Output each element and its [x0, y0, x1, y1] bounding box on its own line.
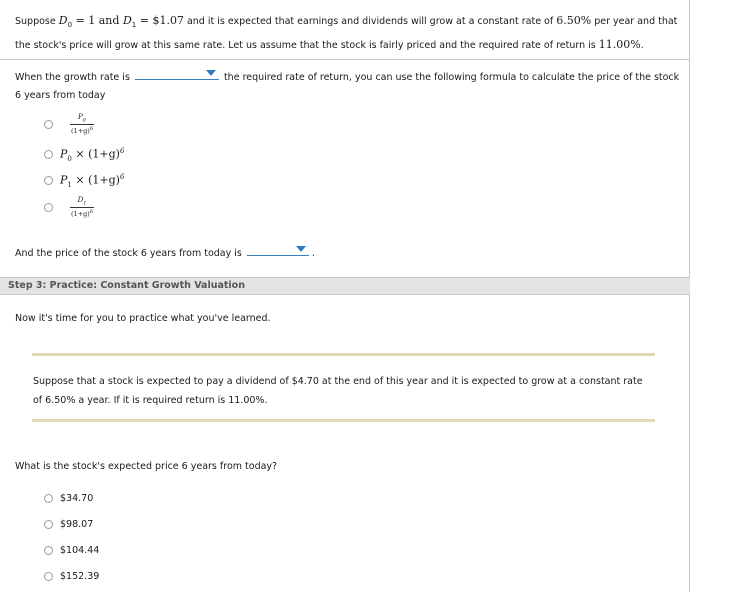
answer-label: $98.07 [60, 519, 94, 530]
d1-subscript: 1 [131, 20, 137, 29]
formula-option-1[interactable] [44, 113, 94, 136]
practice-intro: Now it's time for you to practice what you've learned. [15, 313, 271, 324]
intro-paragraph [15, 11, 690, 55]
q1-after: the required rate of return, you can use the following formula to calculate the price of the stock 6 years from today [15, 72, 680, 101]
answer-option[interactable] [44, 545, 99, 556]
formula-p0-fraction: $\frac{P_0}{(1+g)^6}$ [71, 113, 94, 136]
radio-button[interactable] [44, 494, 53, 503]
radio-button[interactable] [44, 176, 53, 185]
radio-button[interactable] [44, 572, 53, 581]
intro-text: Suppose [15, 16, 59, 27]
radio-button[interactable] [44, 150, 53, 159]
step-header: Step 3: Practice: Constant Growth Valuation [0, 277, 690, 295]
answer-option[interactable] [44, 493, 93, 504]
answer-label: $34.70 [60, 493, 94, 504]
price-dropdown[interactable] [247, 243, 309, 256]
answer-label: $152.39 [60, 571, 100, 582]
q2-text: And the price of the stock 6 years from today is [15, 248, 242, 259]
problem-statement: Suppose that a stock is expected to pay a dividend of $4.70 at the end of this year and it is expected to grow at a constant rate of 6.50% a year. If it is required return is 11.00%. [33, 376, 643, 406]
formula-d1-fraction: $\frac{D_1}{(1+g)^6}$ [71, 196, 94, 219]
answer-label: $104.44 [60, 545, 100, 556]
growth-rate: 6.50% [556, 14, 592, 27]
formula-p1-times-growth: $P_1 \times (1+g)^6$ [60, 173, 125, 189]
growth-question [15, 67, 680, 105]
chevron-down-icon [296, 246, 306, 252]
radio-button[interactable] [44, 546, 53, 555]
problem-top-rule [32, 353, 655, 356]
q2-period: . [311, 248, 315, 259]
radio-button[interactable] [44, 120, 53, 129]
answer-option[interactable] [44, 519, 93, 530]
d0-subscript: 0 [67, 20, 73, 29]
growth-comparison-dropdown[interactable] [135, 67, 219, 80]
radio-button[interactable] [44, 203, 53, 212]
intro-text-2: and it is expected that earnings and dividends will grow at a constant rate of [183, 16, 557, 27]
answer-option[interactable] [44, 571, 99, 582]
formula-p0-times-growth: $P_0 \times (1+g)^6$ [60, 147, 125, 163]
radio-button[interactable] [44, 520, 53, 529]
problem-bottom-rule [32, 419, 655, 422]
divider [0, 59, 690, 60]
formula-option-3[interactable] [44, 173, 124, 189]
q1-before: When the growth rate is [15, 72, 130, 83]
intro-text-3: per year and that the stock's price will grow at this same rate. Let us assume that the stock is fairly priced and the required rate of return is [15, 16, 678, 51]
intro-text-4: . [640, 39, 644, 51]
chevron-down-icon [206, 70, 216, 76]
practice-question: What is the stock's expected price 6 years from today? [15, 461, 278, 472]
d0-symbol: D [58, 14, 68, 27]
required-return: 11.00% [598, 37, 641, 51]
formula-option-4[interactable] [44, 196, 94, 219]
price-question [15, 243, 315, 259]
formula-option-2[interactable] [44, 147, 124, 163]
intro-eq2: = $1.07 [136, 14, 184, 27]
d1-symbol: D [122, 14, 132, 27]
intro-eq1: = 1 and [72, 14, 123, 27]
